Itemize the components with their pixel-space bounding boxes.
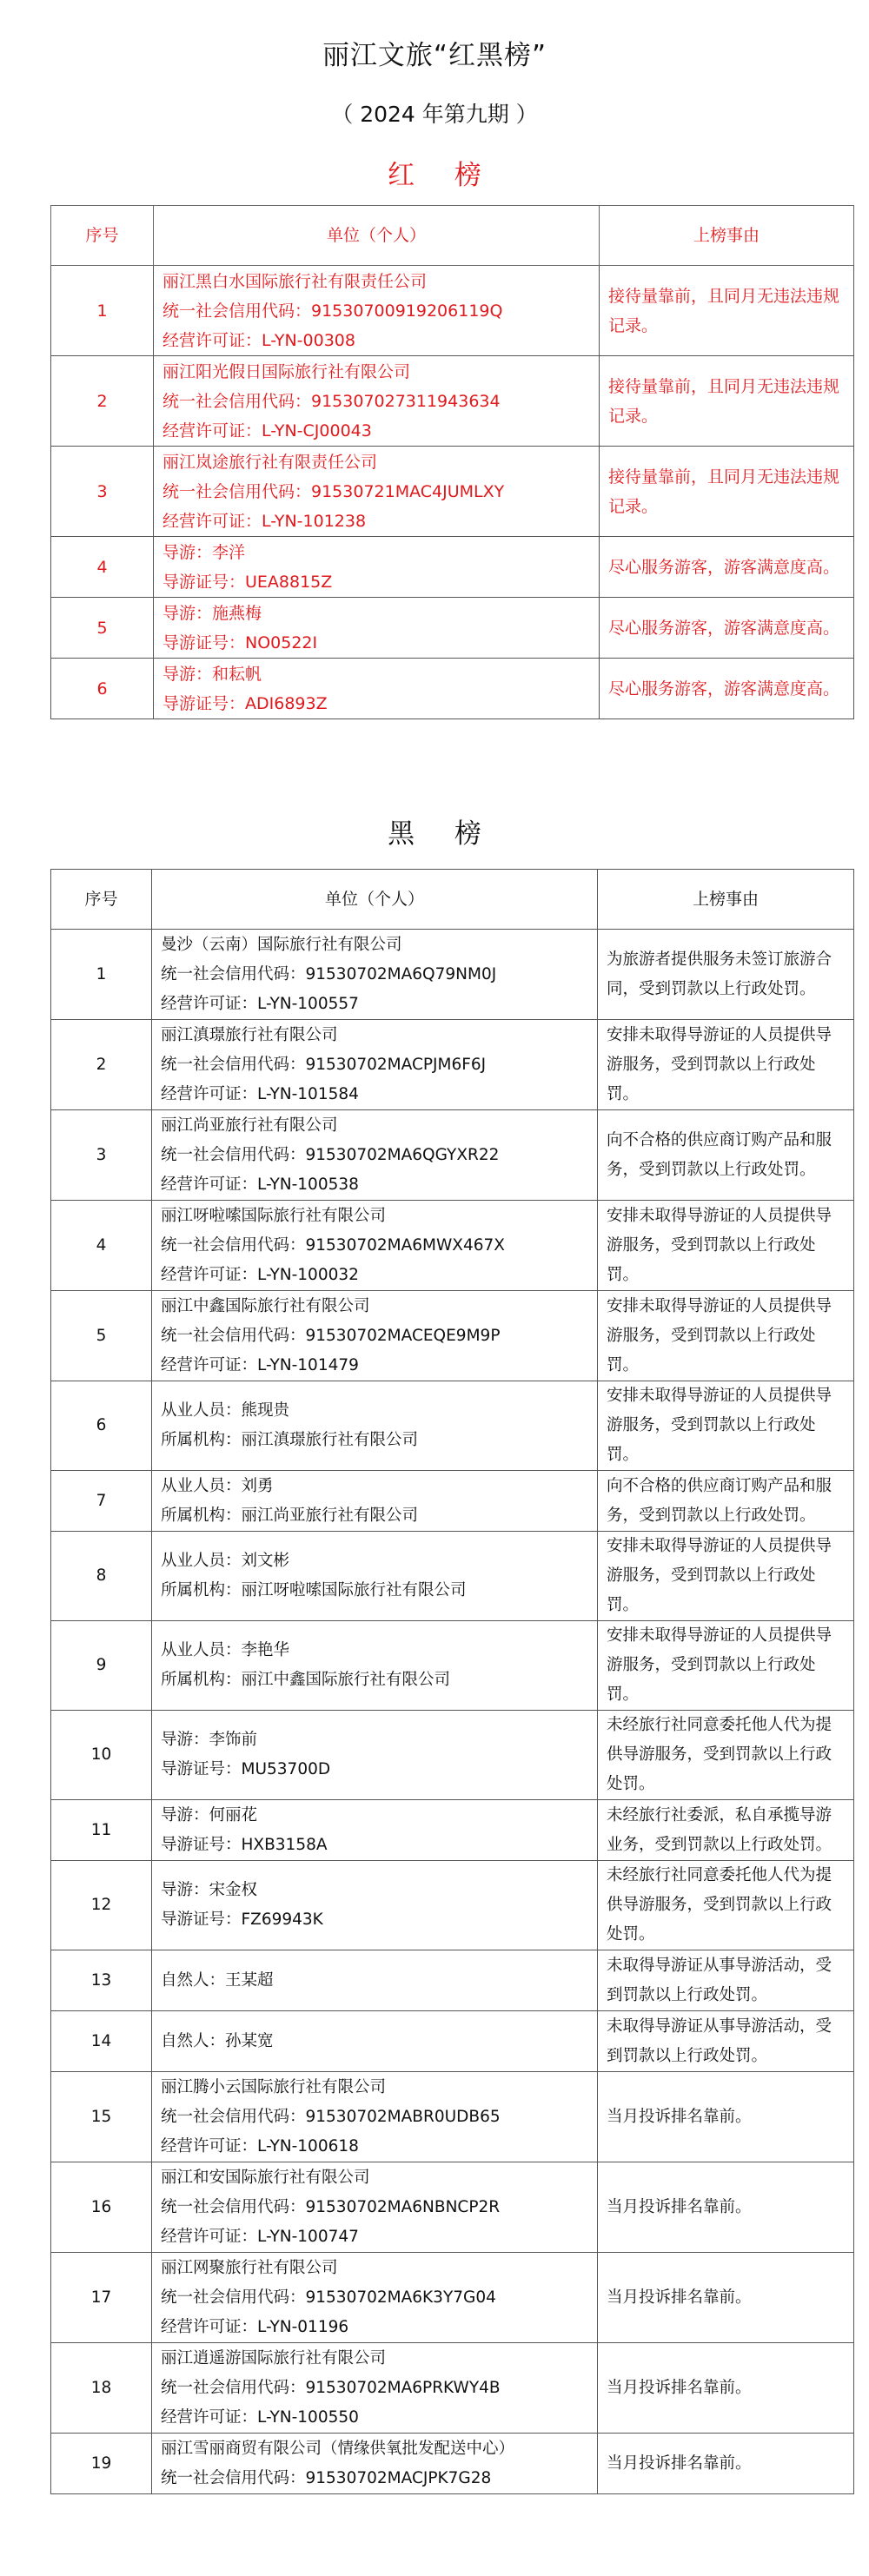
table-row xyxy=(51,356,854,447)
unit-line: 经营许可证：L-YN-101238 xyxy=(163,511,367,531)
unit-cell xyxy=(152,1381,598,1471)
row-number: 3 xyxy=(51,447,154,537)
table-row xyxy=(51,447,854,537)
unit-cell xyxy=(152,1020,598,1110)
unit-cell xyxy=(152,1532,598,1621)
unit-cell xyxy=(152,1950,598,2011)
black-list-body xyxy=(51,930,854,2494)
unit-line: 统一社会信用代码：91530702MA6K3Y7G04 xyxy=(161,2288,496,2307)
row-number: 5 xyxy=(51,598,154,659)
unit-line: 导游证号：HXB3158A xyxy=(161,1835,328,1854)
unit-line: 统一社会信用代码：91530700919206119Q xyxy=(163,301,503,321)
table-row xyxy=(51,1020,854,1110)
unit-line: 统一社会信用代码：91530702MACEQE9M9P xyxy=(161,1326,501,1345)
unit-line: 从业人员：李艳华 xyxy=(161,1641,290,1659)
table-row xyxy=(51,1201,854,1291)
unit-cell xyxy=(154,356,600,447)
row-number: 4 xyxy=(51,1201,152,1291)
unit-cell xyxy=(152,2011,598,2072)
table-row xyxy=(51,2011,854,2072)
unit-line: 统一社会信用代码：91530702MA6PRKWY4B xyxy=(161,2378,501,2397)
reason-cell: 未经旅行社委派，私自承揽导游业务，受到罚款以上行政处罚。 xyxy=(598,1800,854,1861)
red-list-table xyxy=(50,205,854,719)
unit-cell xyxy=(152,1291,598,1381)
table-row xyxy=(51,1110,854,1201)
unit-line: 导游证号：NO0522I xyxy=(163,632,318,652)
reason-cell: 接待量靠前，且同月无违法违规记录。 xyxy=(600,356,854,447)
table-row xyxy=(51,2343,854,2434)
unit-cell xyxy=(154,598,600,659)
table-row xyxy=(51,659,854,719)
row-number: 6 xyxy=(51,659,154,719)
row-number: 11 xyxy=(51,1800,152,1861)
unit-line: 经营许可证：L-YN-100747 xyxy=(161,2227,359,2246)
unit-cell xyxy=(152,1471,598,1532)
row-number: 1 xyxy=(51,266,154,356)
unit-line: 经营许可证：L-YN-100557 xyxy=(161,994,359,1013)
unit-line: 丽江雪丽商贸有限公司（情缘供氧批发配送中心） xyxy=(161,2439,515,2458)
unit-line: 统一社会信用代码：91530702MA6QGYXR22 xyxy=(161,1145,500,1164)
table-row xyxy=(51,1800,854,1861)
black-list-table xyxy=(50,869,854,2494)
reason-cell: 未取得导游证从事导游活动，受到罚款以上行政处罚。 xyxy=(598,2011,854,2072)
unit-line: 导游：何丽花 xyxy=(161,1805,258,1824)
reason-cell: 尽心服务游客，游客满意度高。 xyxy=(600,659,854,719)
row-number: 2 xyxy=(51,1020,152,1110)
row-number: 4 xyxy=(51,537,154,598)
unit-line: 导游：李洋 xyxy=(163,542,246,562)
reason-cell: 接待量靠前，且同月无违法违规记录。 xyxy=(600,447,854,537)
table-row xyxy=(51,1381,854,1471)
unit-line: 导游：李饰前 xyxy=(161,1731,258,1749)
reason-cell: 未经旅行社同意委托他人代为提供导游服务，受到罚款以上行政处罚。 xyxy=(598,1711,854,1800)
unit-line: 丽江逍遥游国际旅行社有限公司 xyxy=(161,2348,387,2367)
table-row xyxy=(51,598,854,659)
table-row xyxy=(51,2434,854,2494)
row-number: 9 xyxy=(51,1621,152,1711)
unit-line: 自然人：王某超 xyxy=(161,1970,274,1990)
unit-line: 曼沙（云南）国际旅行社有限公司 xyxy=(161,935,402,954)
reason-cell: 未经旅行社同意委托他人代为提供导游服务，受到罚款以上行政处罚。 xyxy=(598,1861,854,1950)
header-unit: 单位（个人） xyxy=(152,870,598,930)
unit-line: 导游：宋金权 xyxy=(161,1881,258,1899)
unit-line: 自然人：孙某宽 xyxy=(161,2031,274,2050)
table-header-row xyxy=(51,206,854,266)
unit-cell xyxy=(152,1201,598,1291)
row-number: 2 xyxy=(51,356,154,447)
header-seq: 序号 xyxy=(51,870,152,930)
unit-line: 从业人员：刘勇 xyxy=(161,1476,274,1495)
unit-line: 丽江黑白水国际旅行社有限责任公司 xyxy=(163,271,428,291)
row-number: 13 xyxy=(51,1950,152,2011)
row-number: 16 xyxy=(51,2162,152,2253)
row-number: 6 xyxy=(51,1381,152,1471)
unit-line: 丽江网聚旅行社有限公司 xyxy=(161,2258,338,2277)
unit-line: 丽江呀啦嗦国际旅行社有限公司 xyxy=(161,1206,387,1225)
unit-cell xyxy=(152,1110,598,1201)
black-list-heading: 黑 榜 xyxy=(388,818,497,850)
unit-line: 导游证号：FZ69943K xyxy=(161,1910,323,1929)
row-number: 10 xyxy=(51,1711,152,1800)
reason-cell: 尽心服务游客，游客满意度高。 xyxy=(600,598,854,659)
reason-cell: 未取得导游证从事导游活动，受到罚款以上行政处罚。 xyxy=(598,1950,854,2011)
table-row xyxy=(51,1471,854,1532)
reason-cell: 当月投诉排名靠前。 xyxy=(598,2162,854,2253)
unit-cell xyxy=(152,1711,598,1800)
unit-line: 丽江中鑫国际旅行社有限公司 xyxy=(161,1296,370,1315)
unit-line: 丽江滇璟旅行社有限公司 xyxy=(161,1025,338,1044)
page-title: 丽江文旅“红黑榜” xyxy=(322,40,547,71)
row-number: 3 xyxy=(51,1110,152,1201)
unit-line: 统一社会信用代码：91530702MABR0UDB65 xyxy=(161,2107,501,2126)
unit-cell xyxy=(154,537,600,598)
reason-cell: 安排未取得导游证的人员提供导游服务，受到罚款以上行政处罚。 xyxy=(598,1020,854,1110)
unit-line: 经营许可证：L-YN-CJ00043 xyxy=(163,421,372,440)
unit-line: 统一社会信用代码：91530702MACPJM6F6J xyxy=(161,1055,487,1074)
unit-line: 从业人员：熊现贵 xyxy=(161,1401,290,1420)
unit-line: 所属机构：丽江中鑫国际旅行社有限公司 xyxy=(161,1671,451,1689)
unit-line: 导游证号：MU53700D xyxy=(161,1760,331,1778)
reason-cell: 安排未取得导游证的人员提供导游服务，受到罚款以上行政处罚。 xyxy=(598,1291,854,1381)
reason-cell: 当月投诉排名靠前。 xyxy=(598,2072,854,2162)
header-reason: 上榜事由 xyxy=(598,870,854,930)
issue-label: （ 2024 年第九期 ） xyxy=(331,102,538,127)
unit-line: 丽江尚亚旅行社有限公司 xyxy=(161,1116,338,1135)
unit-line: 统一社会信用代码：91530721MAC4JUMLXY xyxy=(163,481,505,501)
unit-cell xyxy=(152,2072,598,2162)
table-row xyxy=(51,930,854,1020)
row-number: 5 xyxy=(51,1291,152,1381)
unit-line: 导游证号：ADI6893Z xyxy=(163,693,328,713)
header-seq: 序号 xyxy=(51,206,154,266)
reason-cell: 向不合格的供应商订购产品和服务，受到罚款以上行政处罚。 xyxy=(598,1110,854,1201)
unit-cell xyxy=(152,2253,598,2343)
reason-cell: 安排未取得导游证的人员提供导游服务，受到罚款以上行政处罚。 xyxy=(598,1532,854,1621)
unit-cell xyxy=(154,266,600,356)
unit-line: 经营许可证：L-YN-100618 xyxy=(161,2136,359,2155)
unit-line: 所属机构：丽江呀啦嗦国际旅行社有限公司 xyxy=(161,1581,467,1599)
unit-cell xyxy=(152,1621,598,1711)
unit-line: 所属机构：丽江尚亚旅行社有限公司 xyxy=(161,1506,419,1525)
unit-line: 经营许可证：L-YN-100538 xyxy=(161,1175,359,1194)
unit-line: 导游：和耘帆 xyxy=(163,664,262,684)
row-number: 18 xyxy=(51,2343,152,2434)
header-unit: 单位（个人） xyxy=(154,206,600,266)
unit-line: 丽江腾小云国际旅行社有限公司 xyxy=(161,2077,387,2096)
reason-cell: 尽心服务游客，游客满意度高。 xyxy=(600,537,854,598)
row-number: 15 xyxy=(51,2072,152,2162)
table-row xyxy=(51,1861,854,1950)
unit-line: 统一社会信用代码：91530702MA6Q79NM0J xyxy=(161,964,497,983)
reason-cell: 接待量靠前，且同月无违法违规记录。 xyxy=(600,266,854,356)
table-row xyxy=(51,1291,854,1381)
red-list-body xyxy=(51,266,854,719)
reason-cell: 向不合格的供应商订购产品和服务，受到罚款以上行政处罚。 xyxy=(598,1471,854,1532)
unit-line: 经营许可证：L-YN-00308 xyxy=(163,330,355,350)
header-reason: 上榜事由 xyxy=(600,206,854,266)
unit-line: 统一社会信用代码：91530702MA6MWX467X xyxy=(161,1235,505,1255)
unit-line: 经营许可证：L-YN-100550 xyxy=(161,2407,359,2427)
row-number: 1 xyxy=(51,930,152,1020)
unit-line: 经营许可证：L-YN-101479 xyxy=(161,1355,359,1374)
table-row xyxy=(51,537,854,598)
row-number: 7 xyxy=(51,1471,152,1532)
table-row xyxy=(51,2072,854,2162)
row-number: 17 xyxy=(51,2253,152,2343)
unit-line: 丽江和安国际旅行社有限公司 xyxy=(161,2168,370,2187)
row-number: 8 xyxy=(51,1532,152,1621)
table-row xyxy=(51,1621,854,1711)
unit-cell xyxy=(154,447,600,537)
unit-line: 统一社会信用代码：91530702MA6NBNCP2R xyxy=(161,2197,501,2216)
table-row xyxy=(51,1711,854,1800)
row-number: 12 xyxy=(51,1861,152,1950)
unit-line: 经营许可证：L-YN-01196 xyxy=(161,2317,349,2336)
unit-cell xyxy=(152,1861,598,1950)
unit-line: 丽江岚途旅行社有限责任公司 xyxy=(163,452,378,472)
unit-cell xyxy=(152,2434,598,2494)
unit-cell xyxy=(152,930,598,1020)
unit-cell xyxy=(154,659,600,719)
row-number: 14 xyxy=(51,2011,152,2072)
unit-cell xyxy=(152,2162,598,2253)
reason-cell: 为旅游者提供服务未签订旅游合同，受到罚款以上行政处罚。 xyxy=(598,930,854,1020)
unit-line: 丽江阳光假日国际旅行社有限公司 xyxy=(163,361,411,381)
unit-line: 统一社会信用代码：91530702MACJPK7G28 xyxy=(161,2468,492,2487)
row-number: 19 xyxy=(51,2434,152,2494)
unit-line: 经营许可证：L-YN-100032 xyxy=(161,1265,359,1284)
unit-line: 导游：施燕梅 xyxy=(163,603,262,623)
reason-cell: 当月投诉排名靠前。 xyxy=(598,2253,854,2343)
unit-line: 经营许可证：L-YN-101584 xyxy=(161,1084,359,1103)
table-row xyxy=(51,1950,854,2011)
reason-cell: 安排未取得导游证的人员提供导游服务，受到罚款以上行政处罚。 xyxy=(598,1621,854,1711)
red-list-heading: 红 榜 xyxy=(388,160,497,191)
unit-line: 从业人员：刘文彬 xyxy=(161,1552,290,1570)
table-row xyxy=(51,1532,854,1621)
reason-cell: 当月投诉排名靠前。 xyxy=(598,2434,854,2494)
table-row xyxy=(51,2162,854,2253)
reason-cell: 当月投诉排名靠前。 xyxy=(598,2343,854,2434)
unit-cell xyxy=(152,2343,598,2434)
unit-line: 所属机构：丽江滇璟旅行社有限公司 xyxy=(161,1431,419,1449)
table-header-row xyxy=(51,870,854,930)
reason-cell: 安排未取得导游证的人员提供导游服务，受到罚款以上行政处罚。 xyxy=(598,1381,854,1471)
unit-line: 导游证号：UEA8815Z xyxy=(163,572,333,592)
table-row xyxy=(51,2253,854,2343)
unit-cell xyxy=(152,1800,598,1861)
reason-cell: 安排未取得导游证的人员提供导游服务，受到罚款以上行政处罚。 xyxy=(598,1201,854,1291)
table-row xyxy=(51,266,854,356)
unit-line: 统一社会信用代码：915307027311943634 xyxy=(163,391,501,411)
